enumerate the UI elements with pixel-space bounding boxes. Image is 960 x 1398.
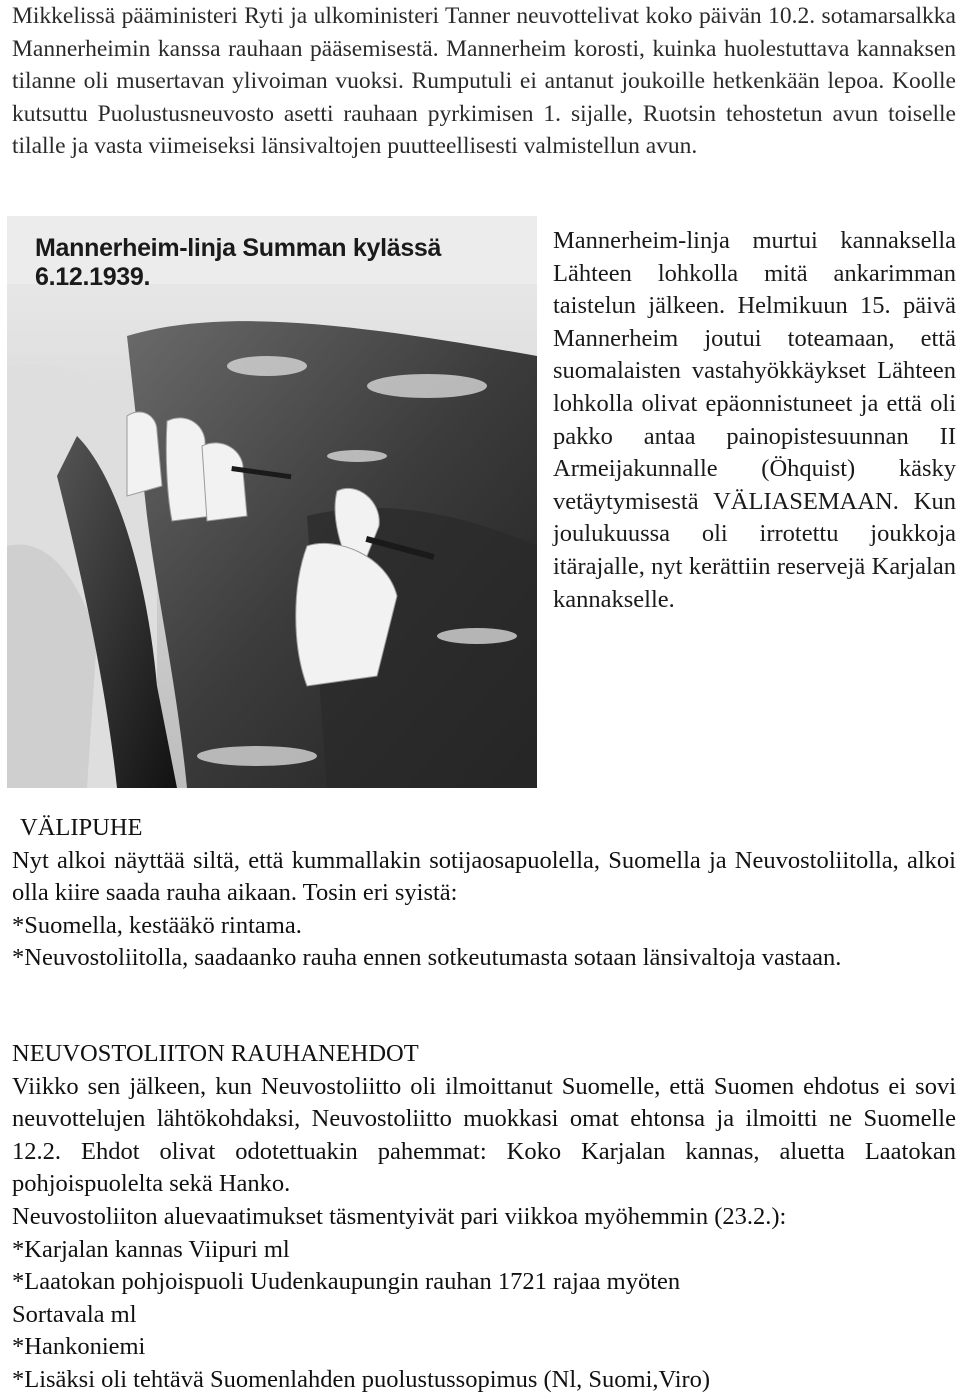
valipuhe-section <box>12 812 956 975</box>
valipuhe-paragraph: Nyt alkoi näyttää siltä, että kummallakin sotijaosapuolella, Suomella ja Neuvostoliitolla, alkoi olla kiire saada rauha aikaan. Tosin eri syistä: <box>12 846 956 907</box>
valipuhe-item-1: *Suomella, kestääkö rintama. <box>12 911 302 939</box>
photo-caption: Mannerheim-linja Summan kylässä 6.12.1939. <box>35 234 442 291</box>
intro-text: Mikkelissä pääministeri Ryti ja ulkoministeri Tanner neuvottelivat koko päivän 10.2. sotamarsalkka Mannerheimin kanssa rauhaan pääsemisestä. Mannerheim korosti, kuinka huolestuttava kannaksen tilanne oli musertavan ylivoiman vuoksi. Rumputuli ei antanut joukoille hetkenkään lepoa. Koolle kutsuttu Puolustusneuvosto asetti rauhaan pyrkimisen 1. sijalle, Ruotsin tehostetun avun toiselle tilalle ja vasta viimeiseksi länsivaltojen puutteellisesti valmistellun avun. <box>12 3 956 160</box>
trench-photo-image <box>7 216 537 788</box>
rauhanehdot-line-3: *Laatokan pohjoispuoli Uudenkaupungin rauhan 1721 rajaa myöten <box>12 1268 681 1296</box>
intro-paragraph <box>12 0 956 163</box>
side-paragraph <box>553 225 956 616</box>
valipuhe-heading: VÄLIPUHE <box>20 814 143 841</box>
side-text: Mannerheim-linja murtui kannaksella Lähteen lohkolla mitä ankarimman taistelun jälkeen. Helmikuun 15. päivä Mannerheim joutui toteamaan, että suomalaisten vastahyökkäykset Lähteen lohkolla olivat epäonnistuneet ja että oli pakko antaa painopistesuunnan II Armeijakunnalle (Öhquist) käsky vetäytymisestä VÄLIASEMAAN. Kun joulukuussa oli irrotettu joukkoja itärajalle, nyt kerättiin reservejä Karjalan kannakselle. <box>553 227 956 613</box>
rauhanehdot-paragraph: Viikko sen jälkeen, kun Neuvostoliitto oli ilmoittanut Suomelle, että Suomen ehdotus ei sovi neuvottelujen lähtökohdaksi, Neuvostoliitto muokkasi omat ehtonsa ja ilmoitti ne Suomelle 12.2. Ehdot olivat odotettuakin pahemmat: Koko Karjalan kannas, aluetta Laatokan pohjoispuolelta sekä Hanko. <box>12 1072 956 1198</box>
valipuhe-item-2: *Neuvostoliitolla, saadaanko rauha ennen sotkeutumasta sotaan länsivaltoja vastaan. <box>12 944 842 972</box>
trench-photo <box>7 216 537 788</box>
rauhanehdot-line-5: *Hankoniemi <box>12 1333 146 1361</box>
rauhanehdot-line-2: *Karjalan kannas Viipuri ml <box>12 1235 290 1263</box>
rauhanehdot-line-6: *Lisäksi oli tehtävä Suomenlahden puolustussopimus (Nl, Suomi,Viro) <box>12 1365 711 1393</box>
rauhanehdot-line-4: Sortavala ml <box>12 1300 137 1328</box>
rauhanehdot-heading: NEUVOSTOLIITON RAUHANEHDOT <box>12 1040 419 1067</box>
rauhanehdot-section <box>12 1038 956 1397</box>
rauhanehdot-line-1: Neuvostoliiton aluevaatimukset täsmentyivät pari viikkoa myöhemmin (23.2.): <box>12 1202 787 1230</box>
